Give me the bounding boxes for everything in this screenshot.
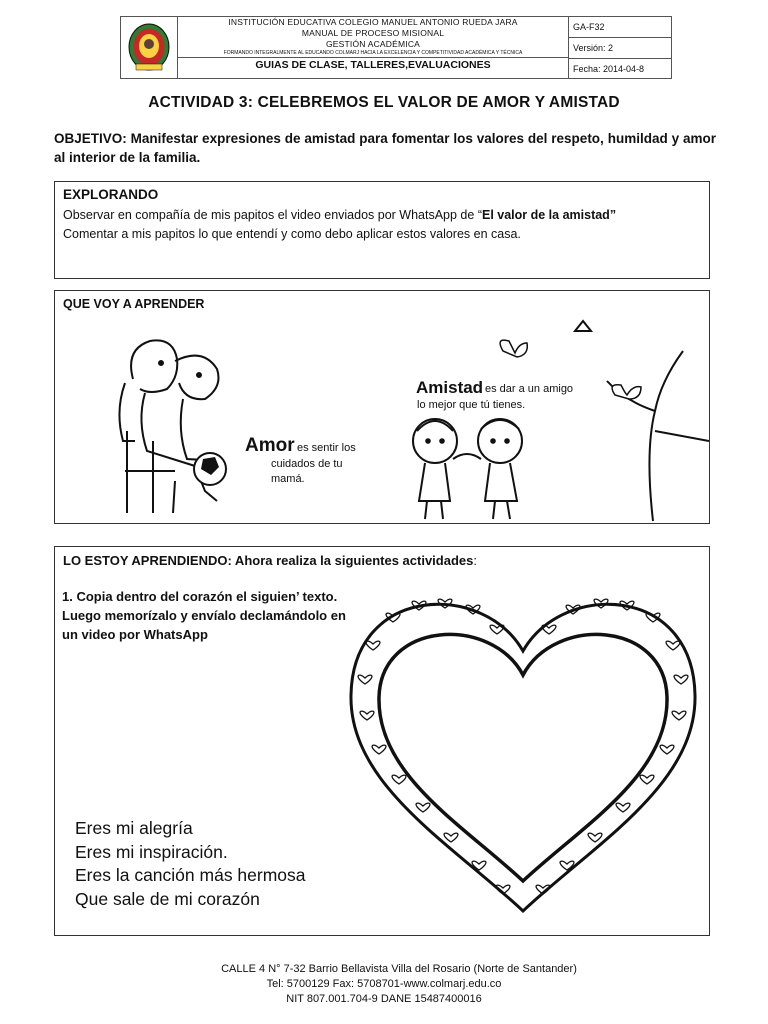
mother-child-drawing [119,340,223,513]
task-instructions: 1. Copia dentro del corazón el siguien’ texto. Luego memorízalo y envíalo declamándolo en un video por WhatsApp [62,589,346,642]
institution-name: INSTITUCIÓN EDUCATIVA COLEGIO MANUEL ANTONIO RUEDA JARA [228,17,518,27]
amistad-line-2: lo mejor que tú tienes. [417,399,526,411]
amor-line-3: mamá. [271,473,305,485]
aprendiendo-heading-end: : [473,553,477,568]
aprendiendo-heading [63,553,477,568]
explorando-line1: Observar en compañía de mis papitos el video enviados por WhatsApp de “ [63,208,482,222]
header-center [178,17,569,78]
soccer-ball-icon [194,453,226,485]
document-type: GUIAS DE CLASE, TALLERES,EVALUACIONES [255,59,491,71]
poem [75,817,306,911]
footer-contact: Tel: 5700129 Fax: 5708701-www.colmarj.edu.co [266,978,502,990]
poem-line-2: Eres mi inspiración. [75,841,228,862]
activity-title: ACTIVIDAD 3: CELEBREMOS EL VALOR DE AMOR Y AMISTAD [148,94,620,111]
aprender-box [54,290,710,524]
amor-word: Amor [245,435,295,456]
amor-line-1: es sentir los [297,442,356,454]
aprender-illustration [55,291,709,523]
amistad-line-1: es dar a un amigo [485,383,574,395]
aprender-heading: QUE VOY A APRENDER [63,297,205,311]
explorando-box [54,181,710,279]
school-logo [121,17,178,78]
poem-line-1: Eres mi alegría [75,818,193,838]
poem-line-3: Eres la canción más hermosa [75,865,306,885]
document-version: Versión: 2 [569,38,671,59]
header-meta [569,17,671,78]
objective-text: OBJETIVO: Manifestar expresiones de amistad para fomentar los valores del respeto, humildad y amor al interior de la familia. [54,131,716,165]
heart-outline-inner [379,634,667,881]
poem-line-4: Que sale de mi corazón [75,888,260,909]
explorando-video-title: El valor de la amistad” [481,208,617,222]
manual-name: MANUAL DE PROCESO MISIONAL [301,28,445,38]
institution-tagline: FORMANDO INTEGRALMENTE AL EDUCANDO COLMARJ HACIA LA EXCELENCIA Y COMPETITIVIDAD ACADÉMICA Y TÉCNICA [178,50,568,58]
heart-frame [333,585,713,925]
gestion-name: GESTIÓN ACADÉMICA [325,39,421,49]
aprendiendo-heading-bold: LO ESTOY APRENDIENDO: [63,553,232,568]
explorando-text [63,206,693,244]
amistad-word: Amistad [416,378,484,397]
document-date: Fecha: 2014-04-8 [573,64,645,74]
document-header [120,16,672,79]
aprendiendo-heading-rest: Ahora realiza la siguientes actividades [231,553,474,568]
friends-drawing [413,419,522,519]
explorando-line2: Comentar a mis papitos lo que entendí y como debo aplicar estos valores en casa. [63,227,521,241]
footer-address: CALLE 4 N° 7-32 Barrio Bellavista Villa del Rosario (Norte de Santander) [221,963,577,975]
tree-drawing [575,321,709,521]
footer-ids: NIT 807.001.704-9 DANE 15487400016 [286,993,482,1005]
aprendiendo-box [54,546,710,936]
explorando-heading: EXPLORANDO [63,187,159,202]
amor-line-2: cuidados de tu [271,458,343,470]
document-code: GA-F32 [569,17,671,38]
footer [0,962,768,1007]
